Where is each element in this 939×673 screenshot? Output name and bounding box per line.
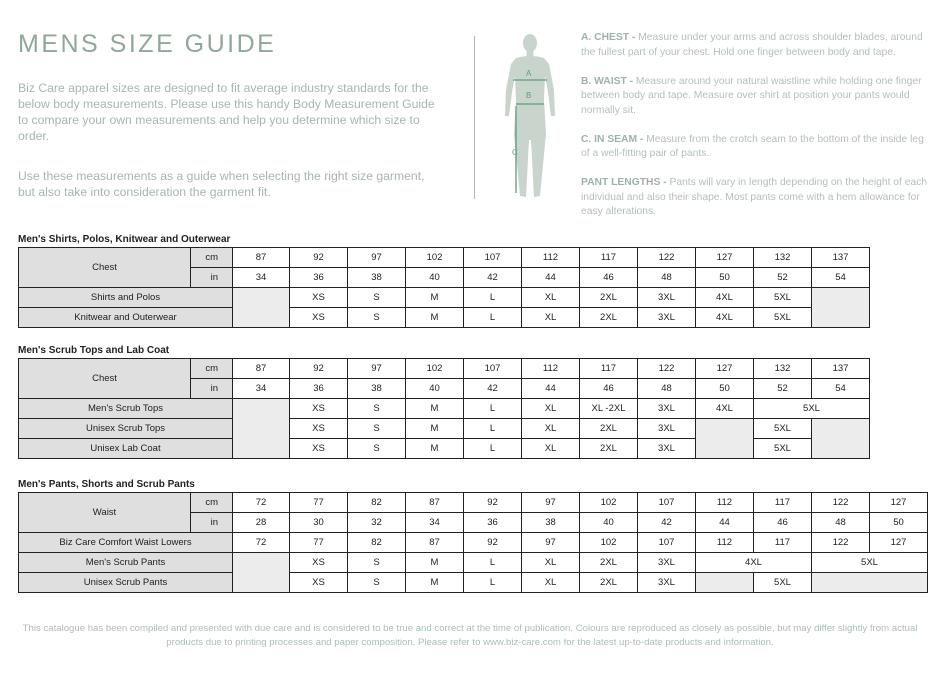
- scrubs-table-title: Men's Scrub Tops and Lab Coat: [18, 345, 170, 356]
- table-cell: Biz Care Comfort Waist Lowers: [19, 533, 233, 553]
- table-cell: 97: [348, 248, 406, 268]
- table-cell: 42: [638, 513, 696, 533]
- table-cell: 82: [348, 493, 406, 513]
- table-cell: 48: [638, 379, 696, 399]
- table-cell: 112: [522, 248, 580, 268]
- table-cell: 32: [348, 513, 406, 533]
- table-cell: M: [406, 419, 464, 439]
- table-cell: 54: [812, 268, 870, 288]
- measure-label: Chest: [19, 359, 191, 399]
- empty-cell: [696, 573, 754, 593]
- table-row: [19, 248, 928, 268]
- intro-paragraph: Biz Care apparel sizes are designed to fit average industry standards for the below body measurements. Please use this handy Body Measurement Guide to compare your own measurements and help you determine which size to order.: [18, 81, 435, 143]
- table-cell: XL: [522, 573, 580, 593]
- page-title: MENS SIZE GUIDE: [18, 30, 277, 58]
- table-cell: 132: [754, 359, 812, 379]
- pants-size-table: [18, 492, 928, 593]
- table-cell: 40: [406, 379, 464, 399]
- guide-paragraph: Use these measurements as a guide when selecting the right size garment, but also take into consideration the garment fit.: [18, 169, 425, 199]
- table-cell: 102: [406, 359, 464, 379]
- table-row: [19, 439, 928, 459]
- table-cell: 42: [464, 268, 522, 288]
- table-cell: 5XL: [754, 439, 812, 459]
- table-cell: 40: [580, 513, 638, 533]
- table-cell: 87: [233, 248, 290, 268]
- table-cell: 112: [696, 533, 754, 553]
- table-cell: XL: [522, 439, 580, 459]
- table-row: [19, 308, 928, 328]
- table-cell: XL: [522, 308, 580, 328]
- table-cell: 46: [580, 379, 638, 399]
- table-cell: Knitwear and Outerwear: [19, 308, 233, 328]
- table-cell: 72: [233, 533, 290, 553]
- table-cell: 5XL: [754, 308, 812, 328]
- unit-cm: cm: [191, 493, 233, 513]
- table-cell: M: [406, 399, 464, 419]
- table-cell: 92: [290, 248, 348, 268]
- table-cell: 2XL: [580, 308, 638, 328]
- table-cell: S: [348, 439, 406, 459]
- table-cell: 72: [233, 493, 290, 513]
- table-row: [19, 533, 928, 553]
- empty-cell: [233, 553, 290, 593]
- table-cell: 117: [754, 533, 812, 553]
- measure-label: Chest: [19, 248, 191, 288]
- empty-cell: [812, 419, 870, 459]
- table-cell: 30: [290, 513, 348, 533]
- table-cell: 4XL: [696, 399, 754, 419]
- pants-table-title: Men's Pants, Shorts and Scrub Pants: [18, 479, 195, 490]
- unit-in: in: [191, 513, 233, 533]
- table-cell: 2XL: [580, 288, 638, 308]
- table-cell: XL: [522, 288, 580, 308]
- table-row: [19, 288, 928, 308]
- table-cell: 5XL: [754, 573, 812, 593]
- table-cell: 117: [580, 248, 638, 268]
- scrubs-size-table: [18, 358, 928, 459]
- table-cell: 54: [812, 379, 870, 399]
- table-cell: M: [406, 288, 464, 308]
- table-cell: L: [464, 308, 522, 328]
- unit-cm: cm: [191, 248, 233, 268]
- table-row: [19, 399, 928, 419]
- table-cell: 127: [870, 493, 928, 513]
- table-cell: XL: [522, 553, 580, 573]
- empty-cell: [696, 419, 754, 459]
- table-cell: M: [406, 439, 464, 459]
- table-cell: 50: [696, 268, 754, 288]
- table-cell: 82: [348, 533, 406, 553]
- unit-cm: cm: [191, 359, 233, 379]
- table-cell: 46: [580, 268, 638, 288]
- table-cell: XL: [522, 399, 580, 419]
- measurement-notes: [581, 31, 931, 234]
- note-waist: B. WAIST - Measure around your natural waistline while holding one finger between body and tape. Measure over shirt at position your pants would normally sit.: [581, 75, 922, 116]
- note-chest: A. CHEST - Measure under your arms and across shoulder blades, around the fullest part of your chest. Hold one finger between body and tape.: [581, 32, 923, 58]
- table-cell: 36: [290, 379, 348, 399]
- table-cell: 5XL: [754, 419, 812, 439]
- table-cell: 122: [638, 359, 696, 379]
- table-cell: 52: [754, 268, 812, 288]
- table-row: [19, 359, 928, 379]
- table-cell: 50: [870, 513, 928, 533]
- table-cell: XS: [290, 573, 348, 593]
- table-cell: L: [464, 573, 522, 593]
- table-cell: S: [348, 419, 406, 439]
- table-cell: 3XL: [638, 419, 696, 439]
- measure-label: Waist: [19, 493, 191, 533]
- table-cell: XS: [290, 439, 348, 459]
- table-cell: 102: [580, 493, 638, 513]
- table-cell: 107: [464, 248, 522, 268]
- table-cell: 5XL: [754, 288, 812, 308]
- table-cell: 34: [406, 513, 464, 533]
- table-cell: 34: [233, 268, 290, 288]
- table-cell: XS: [290, 553, 348, 573]
- table-cell: XL: [522, 419, 580, 439]
- vertical-divider: [474, 36, 475, 199]
- figure-label-c: C: [512, 148, 518, 157]
- body-measurement-figure-icon: [500, 30, 560, 202]
- empty-cell: [233, 399, 290, 459]
- table-cell: 44: [696, 513, 754, 533]
- table-cell: 3XL: [638, 399, 696, 419]
- table-cell: XS: [290, 308, 348, 328]
- table-cell: 92: [290, 359, 348, 379]
- table-cell: 2XL: [580, 419, 638, 439]
- table-cell: XS: [290, 288, 348, 308]
- table-cell: 34: [233, 379, 290, 399]
- table-cell: 122: [638, 248, 696, 268]
- table-cell: Unisex Scrub Tops: [19, 419, 233, 439]
- table-cell: Shirts and Polos: [19, 288, 233, 308]
- empty-cell: [233, 288, 290, 328]
- table-cell: 44: [522, 268, 580, 288]
- table-cell: 4XL: [696, 288, 754, 308]
- shirts-table-title: Men's Shirts, Polos, Knitwear and Outerwear: [18, 234, 231, 245]
- table-cell: XS: [290, 399, 348, 419]
- table-cell: 38: [348, 379, 406, 399]
- table-cell: 92: [464, 493, 522, 513]
- table-cell: L: [464, 439, 522, 459]
- shirts-size-table: [18, 247, 928, 328]
- table-cell: S: [348, 399, 406, 419]
- table-cell: 132: [754, 248, 812, 268]
- table-cell: 137: [812, 248, 870, 268]
- note-inseam: C. IN SEAM - Measure from the crotch seam to the bottom of the inside leg of a well-fitting pair of pants.: [581, 133, 924, 159]
- table-cell: 50: [696, 379, 754, 399]
- table-cell: M: [406, 553, 464, 573]
- figure-label-b: B: [526, 91, 532, 100]
- table-cell: 112: [522, 359, 580, 379]
- table-cell: 48: [812, 513, 870, 533]
- table-cell: M: [406, 573, 464, 593]
- table-cell: S: [348, 288, 406, 308]
- table-cell: 2XL: [580, 439, 638, 459]
- table-cell: 87: [406, 533, 464, 553]
- table-cell: 3XL: [638, 439, 696, 459]
- table-cell: 97: [348, 359, 406, 379]
- table-cell: Unisex Lab Coat: [19, 439, 233, 459]
- footer-disclaimer: This catalogue has been compiled and presented with due care and is considered to be true and correct at the time of publication. Colours are reproduced as closely as possible, but may differ slightly from actual products due to printing processes and paper composition. Please refer to www.biz-care.com for the latest up-to-date products and information.: [22, 623, 918, 648]
- table-cell: 38: [522, 513, 580, 533]
- table-cell: 112: [696, 493, 754, 513]
- table-cell: 127: [696, 359, 754, 379]
- table-cell: 107: [638, 493, 696, 513]
- table-cell: 5XL: [754, 399, 870, 419]
- table-cell: 46: [754, 513, 812, 533]
- table-cell: 127: [696, 248, 754, 268]
- table-cell: 5XL: [812, 553, 928, 573]
- table-cell: 3XL: [638, 308, 696, 328]
- table-cell: 77: [290, 493, 348, 513]
- table-cell: S: [348, 573, 406, 593]
- table-cell: 107: [464, 359, 522, 379]
- note-pant-lengths: PANT LENGTHS - Pants will vary in length depending on the height of each individual and also their shape. Most pants come with a hem allowance for easy alterations.: [581, 177, 928, 217]
- table-row: [19, 419, 928, 439]
- table-row: [19, 553, 928, 573]
- table-cell: 117: [580, 359, 638, 379]
- table-cell: S: [348, 308, 406, 328]
- table-row: [19, 493, 928, 513]
- table-cell: 40: [406, 268, 464, 288]
- table-row: [19, 573, 928, 593]
- table-cell: 3XL: [638, 553, 696, 573]
- empty-cell: [812, 573, 928, 593]
- table-cell: 38: [348, 268, 406, 288]
- table-cell: 92: [464, 533, 522, 553]
- table-cell: 97: [522, 533, 580, 553]
- figure-label-a: A: [526, 69, 532, 78]
- unit-in: in: [191, 268, 233, 288]
- table-cell: L: [464, 553, 522, 573]
- table-cell: Unisex Scrub Pants: [19, 573, 233, 593]
- table-cell: 48: [638, 268, 696, 288]
- table-cell: 77: [290, 533, 348, 553]
- table-cell: 44: [522, 379, 580, 399]
- table-cell: 102: [580, 533, 638, 553]
- table-cell: M: [406, 308, 464, 328]
- empty-cell: [812, 288, 870, 328]
- table-cell: Men's Scrub Pants: [19, 553, 233, 573]
- table-cell: 52: [754, 379, 812, 399]
- table-cell: Men's Scrub Tops: [19, 399, 233, 419]
- table-cell: 87: [406, 493, 464, 513]
- table-cell: 107: [638, 533, 696, 553]
- table-cell: 102: [406, 248, 464, 268]
- table-cell: 97: [522, 493, 580, 513]
- table-cell: S: [348, 553, 406, 573]
- table-cell: L: [464, 399, 522, 419]
- table-cell: 117: [754, 493, 812, 513]
- table-cell: XL -2XL: [580, 399, 638, 419]
- table-cell: 3XL: [638, 573, 696, 593]
- table-cell: 36: [290, 268, 348, 288]
- table-cell: 137: [812, 359, 870, 379]
- table-cell: 3XL: [638, 288, 696, 308]
- table-cell: 2XL: [580, 553, 638, 573]
- table-cell: 127: [870, 533, 928, 553]
- table-cell: 4XL: [696, 553, 812, 573]
- table-cell: 42: [464, 379, 522, 399]
- table-cell: 122: [812, 493, 870, 513]
- table-cell: L: [464, 288, 522, 308]
- table-cell: 87: [233, 359, 290, 379]
- table-cell: 36: [464, 513, 522, 533]
- table-cell: 2XL: [580, 573, 638, 593]
- table-cell: 28: [233, 513, 290, 533]
- table-cell: 122: [812, 533, 870, 553]
- table-cell: XS: [290, 419, 348, 439]
- table-cell: 4XL: [696, 308, 754, 328]
- unit-in: in: [191, 379, 233, 399]
- table-cell: L: [464, 419, 522, 439]
